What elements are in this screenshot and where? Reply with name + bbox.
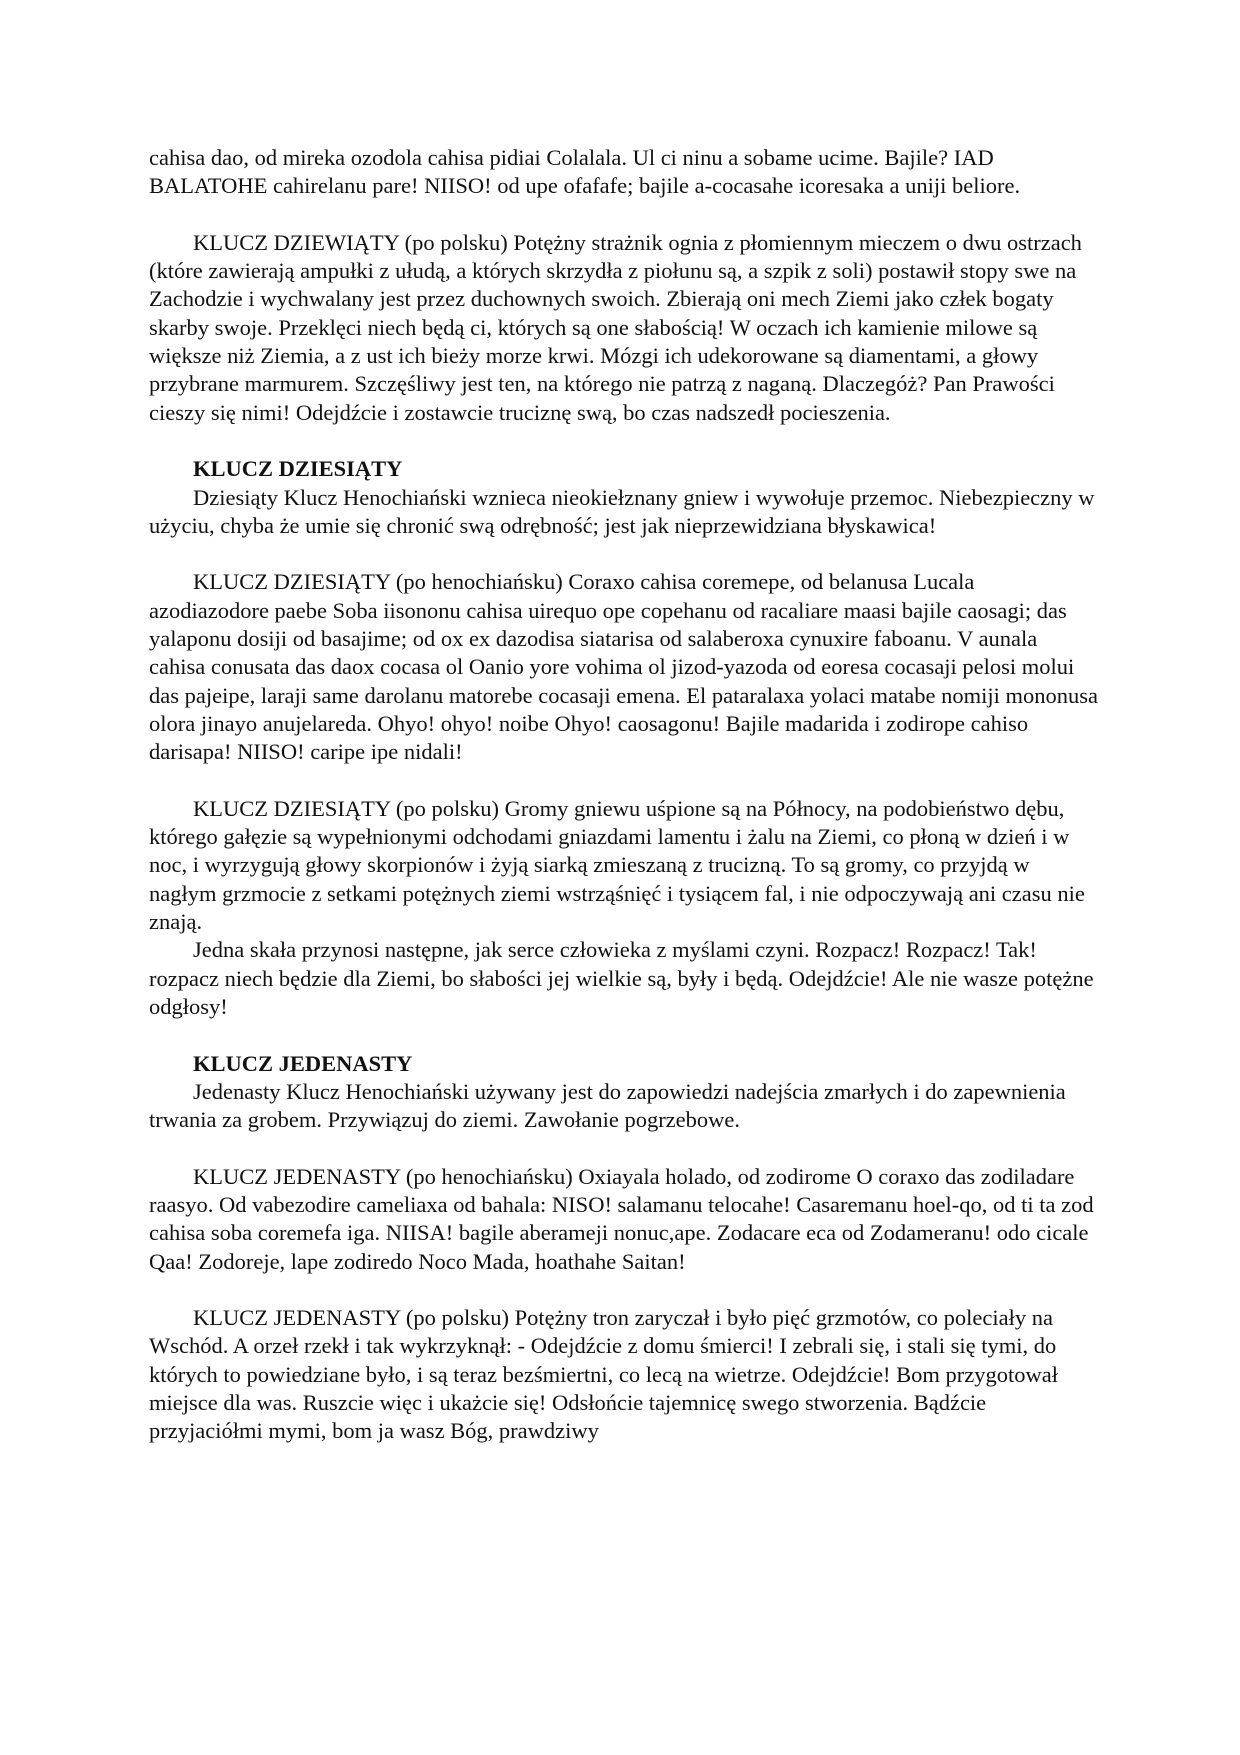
- paragraph-eleventh-key-enochian: KLUCZ JEDENASTY (po henochiańsku) Oxiayala holado, od zodirome O coraxo das zodiladare raasyo. Od vabezodire cameliaxa od bahala: NISO! salamanu telocahe! Casaremanu hoel-qo, od ti ta zod cahisa soba coremefa iga. NIISA! bagile aberameji nonuc,ape. Zodacare eca od Zodameranu! odo cicale Qaa! Zodoreje, lape zodiredo Noco Mada, hoathahe Saitan!: [149, 1163, 1094, 1274]
- paragraph-tenth-key-polish: KLUCZ DZIESIĄTY (po polsku) Gromy gniewu uśpione są na Północy, na podobieństwo dębu, którego gałęzie są wypełnionymi odchodami gniazdami lamentu i żalu na Ziemi, co płoną w dzień i w noc, i wyrzygują głowy skorpionów i żyją siarką zmieszaną z trucizną. To są gromy, co przyjdą w nagłym grzmocie z setkami potężnych ziemi wstrząśnięć i tysiącem fal, i nie odpoczywają ani czasu nie znają.: [149, 795, 1085, 935]
- paragraph-eleventh-key-description: Jedenasty Klucz Henochiański używany jest do zapowiedzi nadejścia zmarłych i do zapewnienia trwania za grobem. Przywiązuj do ziemi. Zawołanie pogrzebowe.: [149, 1078, 1066, 1133]
- section-heading-eleventh-key: KLUCZ JEDENASTY: [193, 1050, 413, 1076]
- paragraph-tenth-key-polish-continued: Jedna skała przynosi następne, jak serce człowieka z myślami czyni. Rozpacz! Rozpacz! Tak! rozpacz niech będzie dla Ziemi, bo słabości jej wielkie są, były i będą. Odejdźcie! Ale nie wasze potężne odgłosy!: [149, 937, 1094, 1019]
- document-page: [149, 144, 1099, 1446]
- paragraph-ninth-key-polish: KLUCZ DZIEWIĄTY (po polsku) Potężny strażnik ognia z płomiennym mieczem o dwu ostrzach (które zawierają ampułki z ułudą, a których skrzydła z piołunu są, a szpik z soli) postawił stopy swe na Zachodzie i wychwalany jest przez duchownych swoich. Zbierają oni mech Ziemi jako człek bogaty skarby swoje. Przeklęci niech będą ci, których są one słabością! W oczach ich kamienie milowe są większe niż Ziemia, a z ust ich bieży morze krwi. Mózgi ich udekorowane są diamentami, a głowy przybrane marmurem. Szczęśliwy jest ten, na którego nie patrzą z naganą. Dlaczegóż? Pan Prawości cieszy się nimi! Odejdźcie i zostawcie truciznę swą, bo czas nadszedł pocieszenia.: [149, 229, 1082, 425]
- paragraph-tenth-key-enochian: KLUCZ DZIESIĄTY (po henochiańsku) Coraxo cahisa coremepe, od belanusa Lucala azodiazodore paebe Soba iisononu cahisa uirequo ope copehanu od racaliare maasi bajile caosagi; das yalaponu dosiji od basajime; od ox ex dazodisa siatarisa od salaberoxa cynuxire faboanu. V aunala cahisa conusata das daox cocasa ol Oanio yore vohima ol jizod-yazoda od eoresa cocasaji pelosi molui das pajeipe, laraji same darolanu matorebe cocasaji emena. El pataralaxa yolaci matabe nomiji mononusa olora jinayo anujelareda. Ohyo! ohyo! noibe Ohyo! caosagonu! Bajile madarida i zodirope cahiso darisapa! NIISO! caripe ipe nidali!: [149, 569, 1098, 765]
- paragraph-tenth-key-description: Dziesiąty Klucz Henochiański wznieca nieokiełznany gniew i wywołuje przemoc. Niebezpieczny w użyciu, chyba że umie się chronić swą odrębność; jest jak nieprzewidziana błyskawica!: [149, 484, 1095, 538]
- section-heading-tenth-key: KLUCZ DZIESIĄTY: [193, 456, 403, 482]
- paragraph-eleventh-key-polish: KLUCZ JEDENASTY (po polsku) Potężny tron zaryczał i było pięć grzmotów, co poleciały na Wschód. A orzeł rzekł i tak wykrzyknął: - Odejdźcie z domu śmierci! I zebrali się, i stali się tymi, do których to powiedziane było, i są teraz bezśmiertni, co lecą na wietrze. Odejdźcie! Bom przygotował miejsce dla was. Ruszcie więc i ukażcie się! Odsłońcie tajemnicę swego stworzenia. Bądźcie przyjaciółmi mymi, bom ja wasz Bóg, prawdziwy: [149, 1305, 1059, 1444]
- paragraph-enochian-ninth-key-end: cahisa dao, od mireka ozodola cahisa pidiai Colalala. Ul ci ninu a sobame ucime. Bajile? IAD BALATOHE cahirelanu pare! NIISO! od upe ofafafe; bajile a-cocasahe icoresaka a uniji beliore.: [149, 145, 1021, 199]
